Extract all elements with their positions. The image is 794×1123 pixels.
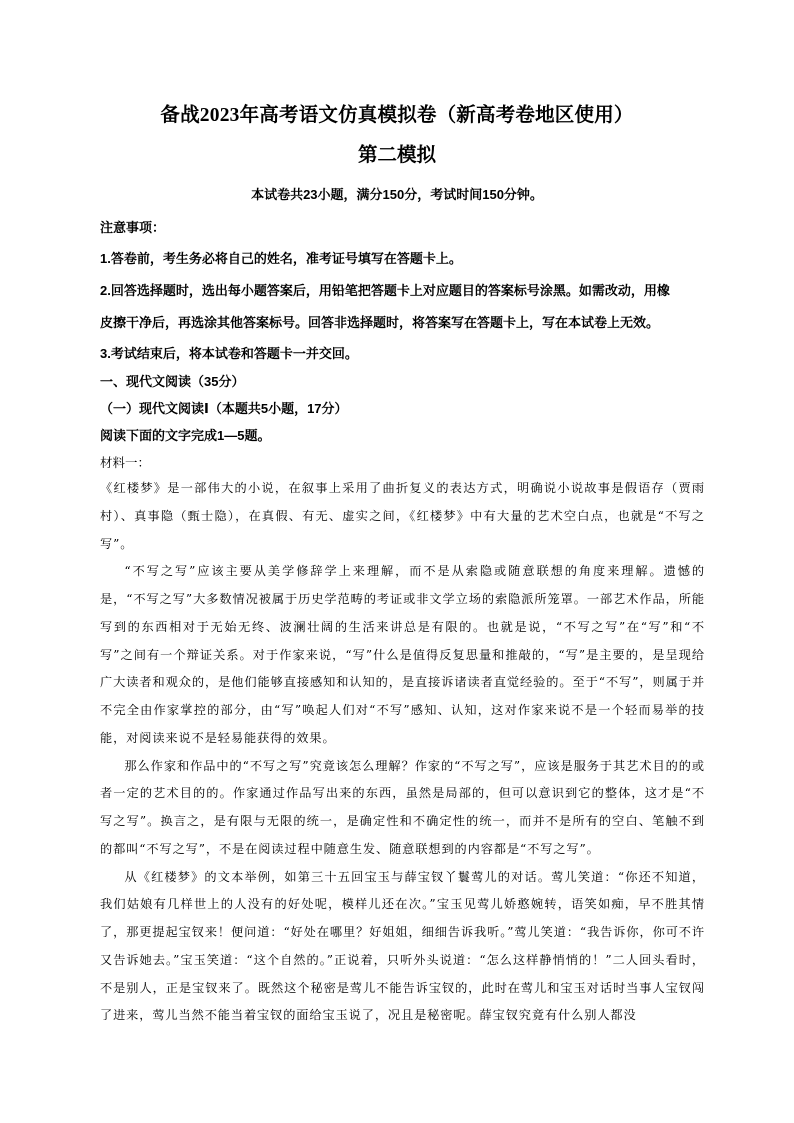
subsection-title: （一）现代文阅读Ⅰ（本题共5小题，17分） bbox=[100, 401, 348, 416]
notice-item-2-line-1: 2.回答选择题时，选出每小题答案后，用铅笔把答题卡上对应题目的答案标号涂黑。如需改动，用橡 bbox=[100, 283, 670, 298]
reading-instruction: 阅读下面的文字完成1—5题。 bbox=[100, 428, 271, 443]
material-label: 材料一： bbox=[100, 455, 151, 470]
page-subtitle: 第二模拟 bbox=[357, 145, 436, 166]
reading-passage bbox=[100, 475, 705, 1030]
notice-item-2-line-2: 皮擦干净后，再选涂其他答案标号。回答非选择题时，将答案写在答题卡上，写在本试卷上无效。 bbox=[100, 315, 660, 330]
section-title: 一、现代文阅读（35分） bbox=[100, 374, 245, 389]
notice-item-1: 1.答卷前，考生务必将自己的姓名，准考证号填写在答题卡上。 bbox=[100, 251, 462, 266]
passage-paragraph-2: “不写之写”应该主要从美学修辞学上来理解，而不是从索隐或随意联想的角度来理解。遗憾的是，“不写之写”大多数情况被属于历史学范畴的考证或非文学立场的索隐派所笼罩。一部艺术作品，所能写到的东西相对于无始无终、波澜壮阔的生活来讲总是有限的。也就是说，“不写之写”在“写”和“不写”之间有一个辩证关系。对于作家来说，“写”什么是值得反复思量和推敲的，“写”是主要的，是呈现给广大读者和观众的，是他们能够直接感知和认知的，是直接诉诸读者直觉经验的。至于“不写”，则属于并不完全由作家掌控的部分，由“写”唤起人们对“不写”感知、认知，这对作家来说不是一个轻而易举的技能，对阅读来说不是轻易能获得的效果。 bbox=[100, 564, 705, 745]
passage-paragraph-1: 《红楼梦》是一部伟大的小说，在叙事上采用了曲折复义的表达方式，明确说小说故事是假语存（贾雨村）、真事隐（甄士隐），在真假、有无、虚实之间，《红楼梦》中有大量的艺术空白点，也就是“不写之写”。 bbox=[100, 481, 705, 551]
notice-heading: 注意事项： bbox=[100, 220, 166, 235]
page-title: 备战2023年高考语文仿真模拟卷（新高考卷地区使用） bbox=[160, 105, 634, 126]
notice-item-3: 3.考试结束后，将本试卷和答题卡一并交回。 bbox=[100, 346, 358, 361]
exam-info: 本试卷共23小题，满分150分，考试时间150分钟。 bbox=[251, 187, 543, 202]
passage-paragraph-4: 从《红楼梦》的文本举例，如第三十五回宝玉与薛宝钗丫鬟莺儿的对话。莺儿笑道：“你还不知道，我们姑娘有几样世上的人没有的好处呢，模样儿还在次。”宝玉见莺儿娇憨婉转，语笑如痴，早不胜其情了，那更提起宝钗来！便问道：“好处在哪里？好姐姐，细细告诉我听。”莺儿笑道：“我告诉你，你可不许又告诉她去。”宝玉笑道：“这个自然的。”正说着，只听外头说道：“怎么这样静悄悄的！”二人回头看时，不是别人，正是宝钗来了。既然这个秘密是莺儿不能告诉宝钗的，此时在莺儿和宝玉对话时当事人宝钗闯了进来，莺儿当然不能当着宝钗的面给宝玉说了，况且是秘密呢。薛宝钗究竟有什么别人都没 bbox=[100, 869, 705, 1023]
passage-paragraph-3: 那么作家和作品中的“不写之写”究竟该怎么理解？作家的“不写之写”，应该是服务于其艺术目的的或者一定的艺术目的的。作家通过作品写出来的东西，虽然是局部的，但可以意识到它的整体，这才是“不写之写”。换言之，是有限与无限的统一，是确定性和不确定性的统一，而并不是所有的空白、笔触不到的都叫“不写之写”，不是在阅读过程中随意生发、随意联想到的内容都是“不写之写”。 bbox=[100, 758, 705, 856]
